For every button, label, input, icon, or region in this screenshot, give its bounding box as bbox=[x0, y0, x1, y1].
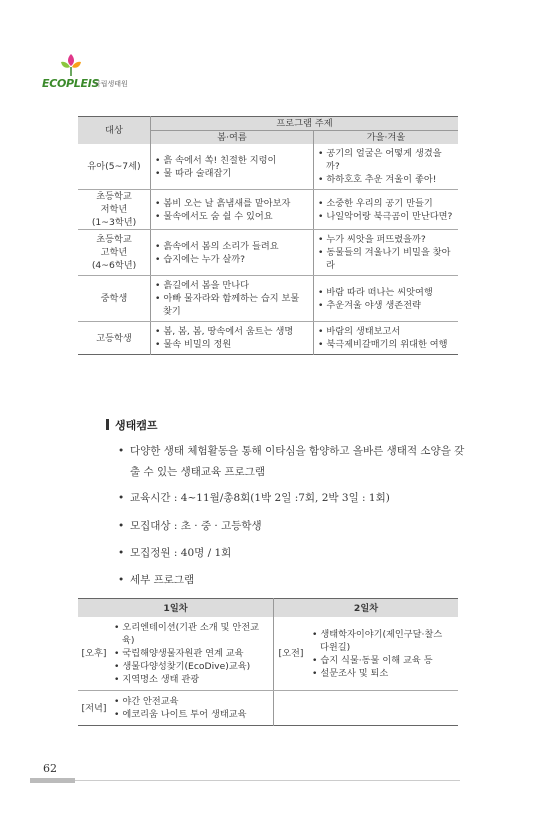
label-afternoon: [오후] bbox=[78, 617, 110, 691]
day2-morning-list bbox=[308, 617, 458, 691]
footer-accent-bar bbox=[30, 778, 75, 783]
list-item: • 공기의 얼굴은 어떻게 생겼을까? bbox=[318, 147, 454, 173]
program-theme-table bbox=[78, 116, 458, 355]
day1-afternoon-list bbox=[110, 617, 274, 691]
list-item: • 나일악어랑 북극곰이 만난다면? bbox=[318, 210, 454, 223]
list-item: • 동물들의 겨울나기 비밀을 찾아라 bbox=[318, 246, 454, 272]
empty-cell bbox=[308, 691, 458, 726]
target-cell bbox=[78, 276, 151, 322]
header-target: 대상 bbox=[78, 117, 151, 145]
header-spring-summer: 봄·여름 bbox=[151, 131, 314, 145]
bullet-detail-program: • 세부 프로그램 bbox=[118, 574, 195, 586]
target-line: (4~6학년) bbox=[91, 260, 137, 271]
list-item: • 야간 안전교육 bbox=[114, 695, 269, 708]
list-item: • 하하호호 추운 겨울이 좋아! bbox=[318, 173, 454, 186]
list-item: • 흙속에서 봄의 소리가 들려요 bbox=[155, 240, 307, 253]
table-row bbox=[78, 691, 458, 726]
logo-brand-text: ECOPLEIS bbox=[42, 77, 100, 90]
header-fall-winter: 가을·겨울 bbox=[314, 131, 459, 145]
fall-winter-cell bbox=[314, 144, 459, 190]
list-item: • 바람 따라 떠나는 씨앗여행 bbox=[318, 286, 454, 299]
target-line: 고학년 bbox=[100, 247, 128, 258]
spring-summer-cell bbox=[151, 144, 314, 190]
bullet-schedule: • 교육시간 : 4~11월/총8회(1박 2일 :7회, 2박 3일 : 1회) bbox=[118, 492, 390, 504]
target-line: 중학생 bbox=[100, 293, 128, 304]
section-title-eco-camp: 생태캠프 bbox=[115, 419, 158, 432]
target-line: 저학년 bbox=[100, 204, 128, 215]
header-day2: 2일차 bbox=[274, 599, 459, 618]
target-line: 초등학교 bbox=[96, 191, 132, 202]
list-item: • 봄, 봄, 봄, 땅속에서 움트는 생명 bbox=[155, 325, 307, 338]
target-cell bbox=[78, 230, 151, 276]
list-item: • 생물다양성찾기(EcoDive)교육) bbox=[114, 660, 269, 673]
target-cell bbox=[78, 144, 151, 190]
list-item: • 습지 식물·동물 이해 교육 등 bbox=[312, 654, 454, 667]
header-day1: 1일차 bbox=[78, 599, 274, 618]
target-line: 고등학생 bbox=[96, 332, 132, 344]
camp-schedule-table bbox=[78, 598, 458, 726]
table-row bbox=[78, 190, 458, 230]
list-item: • 아빠 물자라와 함께하는 습지 보물찾기 bbox=[155, 292, 307, 318]
logo-org-text: 국립생태원 bbox=[94, 80, 128, 88]
spring-summer-cell bbox=[151, 322, 314, 355]
ecorium-logo bbox=[42, 52, 152, 96]
label-evening: [저녁] bbox=[81, 702, 107, 714]
bullet-target: • 모집대상 : 초 · 중 · 고등학생 bbox=[118, 520, 262, 532]
day1-evening-list bbox=[110, 691, 274, 726]
table-row bbox=[78, 230, 458, 276]
leaf-logo-icon bbox=[58, 52, 84, 78]
list-item: • 물 따라 술래잡기 bbox=[155, 167, 307, 180]
list-item: • 지역명소 생태 관광 bbox=[114, 673, 269, 686]
target-line: (1~3학년) bbox=[91, 217, 137, 228]
target-line: 초등학교 bbox=[96, 234, 132, 245]
list-item: • 누가 씨앗을 퍼뜨렸을까? bbox=[318, 233, 454, 246]
table-row bbox=[78, 144, 458, 190]
footer-divider bbox=[30, 780, 460, 781]
bullet-description: • 다양한 생태 체험활동을 통해 이타심을 함양하고 올바른 생태적 소양을 갖출 수 있는 생태교육 프로그램 bbox=[118, 445, 465, 478]
target-cell bbox=[78, 322, 151, 355]
header-theme: 프로그램 주제 bbox=[151, 117, 459, 131]
fall-winter-cell bbox=[314, 190, 459, 230]
list-item: • 에코리움 나이트 투어 생태교육 bbox=[114, 708, 269, 721]
list-item: • 추운겨울 야생 생존전략 bbox=[318, 299, 454, 312]
list-item: • 바람의 생태보고서 bbox=[318, 325, 454, 338]
label-morning: [오전] bbox=[274, 617, 309, 691]
table-row bbox=[78, 276, 458, 322]
list-item: • 물속에서도 숨 쉴 수 있어요 bbox=[155, 210, 307, 223]
list-item: • 물속 비밀의 정원 bbox=[155, 338, 307, 351]
page-number: 62 bbox=[43, 762, 57, 775]
spring-summer-cell bbox=[151, 230, 314, 276]
list-item: • 습지에는 누가 살까? bbox=[155, 253, 307, 266]
list-item: • 오리엔테이션(기관 소개 및 안전교육) bbox=[114, 621, 269, 647]
list-item: • 국립해양생물자원관 연계 교육 bbox=[114, 647, 269, 660]
empty-cell bbox=[274, 691, 309, 726]
list-item: • 북극제비갈매기의 위대한 여행 bbox=[318, 338, 454, 351]
list-item: • 생태학자이야기(제인구달·찰스 다윈길) bbox=[312, 628, 454, 654]
list-item: • 봄비 오는 날 흙냄새를 맡아보자 bbox=[155, 197, 307, 210]
spring-summer-cell bbox=[151, 276, 314, 322]
table-row bbox=[78, 322, 458, 355]
list-item: • 설문조사 및 퇴소 bbox=[312, 667, 454, 680]
bullet-capacity: • 모집정원 : 40명 / 1회 bbox=[118, 547, 232, 559]
fall-winter-cell bbox=[314, 276, 459, 322]
fall-winter-cell bbox=[314, 322, 459, 355]
fall-winter-cell bbox=[314, 230, 459, 276]
list-item: • 흙길에서 봄을 만나다 bbox=[155, 279, 307, 292]
target-cell bbox=[78, 190, 151, 230]
table-row bbox=[78, 617, 458, 691]
target-line: 유아(5~7세) bbox=[87, 161, 141, 172]
list-item: • 소중한 우리의 공기 만들기 bbox=[318, 197, 454, 210]
list-item: • 흙 속에서 쏙! 친절한 지렁이 bbox=[155, 154, 307, 167]
spring-summer-cell bbox=[151, 190, 314, 230]
